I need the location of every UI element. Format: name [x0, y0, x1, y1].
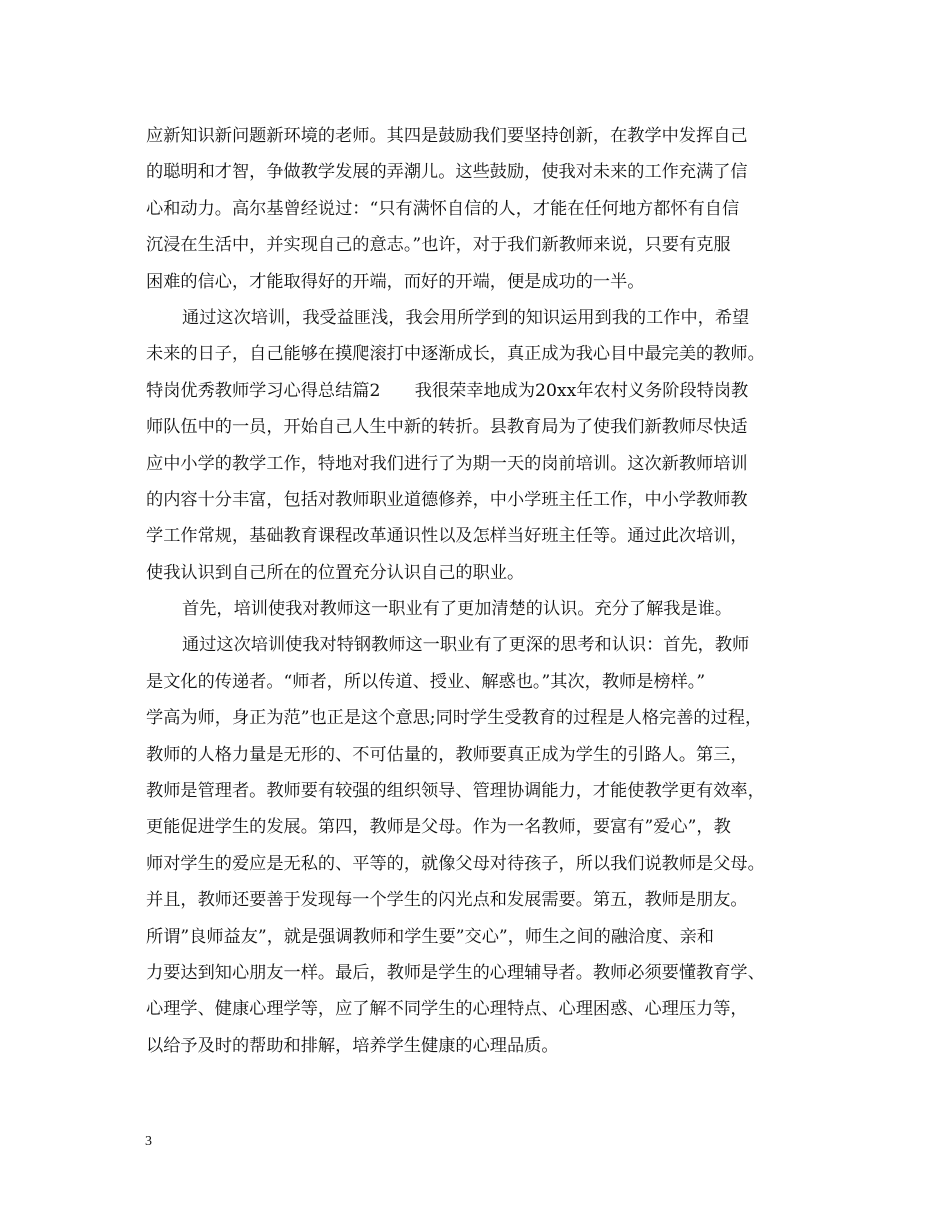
text-line: 应中小学的教学工作，特地对我们进行了为期一天的岗前培训。这次新教师培训: [146, 453, 748, 474]
text-line: 学高为师，身正为范”也正是这个意思;同时学生受教育的过程是人格完善的过程，: [146, 708, 763, 729]
text-line: 心和动力。高尔基曾经说过：“只有满怀自信的人，才能在任何地方都怀有自信: [146, 198, 740, 219]
text-line: 使我认识到自己所在的位置充分认识自己的职业。: [146, 562, 525, 583]
text-line: 力要达到知心朋友一样。最后，教师是学生的心理辅导者。教师必须要懂教育学、: [146, 962, 765, 983]
text-line: 首先，培训使我对教师这一职业有了更加清楚的认识。充分了解我是谁。: [182, 599, 733, 620]
text-line: 师队伍中的一员，开始自己人生中新的转折。县教育局为了使我们新教师尽快适: [146, 417, 748, 438]
page-number: 3: [145, 1134, 152, 1149]
text-line: 并且，教师还要善于发现每一个学生的闪光点和发展需要。第五，教师是朋友。: [146, 890, 748, 911]
text-line: 学工作常规，基础教育课程改革通识性以及怎样当好班主任等。通过此次培训，: [146, 526, 748, 547]
text-line: 的聪明和才智，争做教学发展的弄潮儿。这些鼓励，使我对未来的工作充满了信: [146, 162, 748, 183]
text-line: 所谓”良师益友”，就是强调教师和学生要”交心”，师生之间的融洽度、亲和: [146, 926, 714, 947]
text-line: 困难的信心，才能取得好的开端，而好的开端，便是成功的一半。: [146, 271, 645, 292]
text-line: 应新知识新问题新环境的老师。其四是鼓励我们要坚持创新，在教学中发挥自己: [146, 126, 748, 146]
text-line: 是文化的传递者。“师者，所以传道、授业、解惑也。”其次，教师是榜样。”: [146, 671, 706, 692]
text-line: 更能促进学生的发展。第四，教师是父母。作为一名教师，要富有”爱心”，教: [146, 817, 731, 838]
text-line: 未来的日子，自己能够在摸爬滚打中逐渐成长，真正成为我心目中最完美的教师。: [146, 344, 765, 365]
text-line: 教师的人格力量是无形的、不可估量的，教师要真正成为学生的引路人。第三，: [146, 744, 748, 765]
text-line: 特岗优秀教师学习心得总结篇2 我很荣幸地成为20xx年农村义务阶段特岗教: [146, 380, 749, 401]
text-line: 以给予及时的帮助和排解，培养学生健康的心理品质。: [146, 1035, 559, 1056]
text-line: 师对学生的爱应是无私的、平等的，就像父母对待孩子，所以我们说教师是父母。: [146, 853, 765, 874]
text-line: 沉浸在生活中，并实现自己的意志。”也许，对于我们新教师来说，只要有克服: [146, 235, 731, 256]
text-line: 通过这次培训，我受益匪浅，我会用所学到的知识运用到我的工作中，希望: [182, 307, 750, 328]
text-line: 通过这次培训使我对特钢教师这一职业有了更深的思考和认识：首先，教师: [182, 635, 750, 656]
text-line: 的内容十分丰富，包括对教师职业道德修养，中小学班主任工作，中小学教师教: [146, 489, 748, 510]
text-line: 心理学、健康心理学等，应了解不同学生的心理特点、心理困惑、心理压力等，: [146, 999, 748, 1020]
text-line: 教师是管理者。教师要有较强的组织领导、管理协调能力，才能使教学更有效率，: [146, 781, 765, 802]
document-body: [146, 118, 826, 1064]
